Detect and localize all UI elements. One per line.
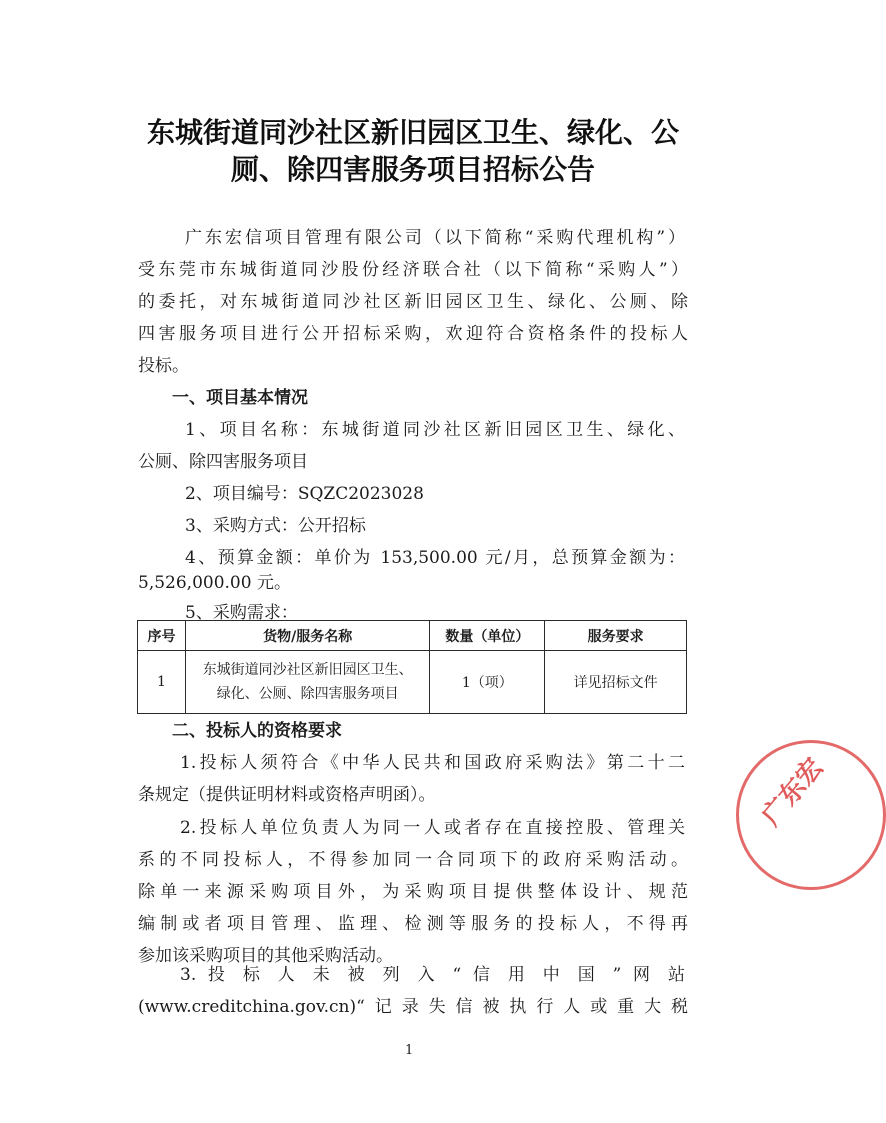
intro-line5: 投标。 [138, 356, 189, 376]
qual-p2-line2: 系的不同投标人，不得参加同一合同项下的政府采购活动。 [138, 850, 688, 870]
official-seal-text: 广东宏 [756, 752, 830, 832]
header-req: 服务要求 [545, 621, 687, 651]
header-no: 序号 [138, 621, 186, 651]
procurement-method: 3、采购方式：公开招标 [185, 516, 366, 536]
table-header-row [138, 621, 687, 651]
page-number: 1 [405, 1043, 414, 1058]
qual-p2-line4: 编制或者项目管理、监理、检测等服务的投标人，不得再 [138, 914, 688, 934]
header-qty: 数量（单位） [430, 621, 545, 651]
cell-name [185, 651, 430, 714]
cell-name-line1: 东城街道同沙社区新旧园区卫生、 [202, 662, 413, 678]
section1-heading: 一、项目基本情况 [172, 388, 308, 408]
budget-line2: 5,526,000.00 元。 [138, 573, 291, 593]
requirement-table [137, 620, 687, 714]
scan-mark [142, 917, 156, 918]
cell-qty: 1（项） [430, 651, 545, 714]
intro-line1: 广东宏信项目管理有限公司（以下简称“采购代理机构”） [185, 228, 685, 248]
cell-no: 1 [138, 651, 186, 714]
project-name-line2: 公厕、除四害服务项目 [138, 452, 308, 472]
document-title-line2: 厕、除四害服务项目招标公告 [230, 153, 595, 186]
qual-p2-line3: 除单一来源采购项目外，为采购项目提供整体设计、规范 [138, 882, 688, 902]
budget-line1: 4、预算金额：单价为 153,500.00 元/月，总预算金额为： [185, 548, 685, 568]
section2-heading: 二、投标人的资格要求 [172, 721, 342, 741]
cell-req: 详见招标文件 [545, 651, 687, 714]
qual-p1-line1: 1.投标人须符合《中华人民共和国政府采购法》第二十二 [180, 753, 685, 773]
intro-line3: 的委托，对东城街道同沙社区新旧园区卫生、绿化、公厕、除 [138, 292, 688, 312]
cell-name-line2: 绿化、公厕、除四害服务项目 [216, 686, 399, 702]
qual-p2-line5: 参加该采购项目的其他采购活动。 [138, 946, 393, 966]
qual-p3-line1: 3. 投 标 人 未 被 列 入 “ 信 用 中 国 ” 网 站 [180, 965, 685, 985]
project-number: 2、项目编号：SQZC2023028 [185, 484, 424, 504]
intro-line4: 四害服务项目进行公开招标采购，欢迎符合资格条件的投标人 [138, 324, 688, 344]
qual-p3-line2: (www.creditchina.gov.cn)“记录失信被执行人或重大税 [138, 997, 688, 1017]
document-title-line1: 东城街道同沙社区新旧园区卫生、绿化、公 [146, 116, 679, 149]
table-row [138, 651, 687, 714]
intro-line2: 受东莞市东城街道同沙股份经济联合社（以下简称“采购人”） [138, 260, 688, 280]
procurement-requirement-label: 5、采购需求： [185, 603, 298, 623]
header-name: 货物/服务名称 [185, 621, 430, 651]
project-name-line1: 1、项目名称：东城街道同沙社区新旧园区卫生、绿化、 [185, 420, 685, 440]
qual-p2-line1: 2.投标人单位负责人为同一人或者存在直接控股、管理关 [180, 818, 685, 838]
qual-p1-line2: 条规定（提供证明材料或资格声明函）。 [138, 785, 436, 805]
